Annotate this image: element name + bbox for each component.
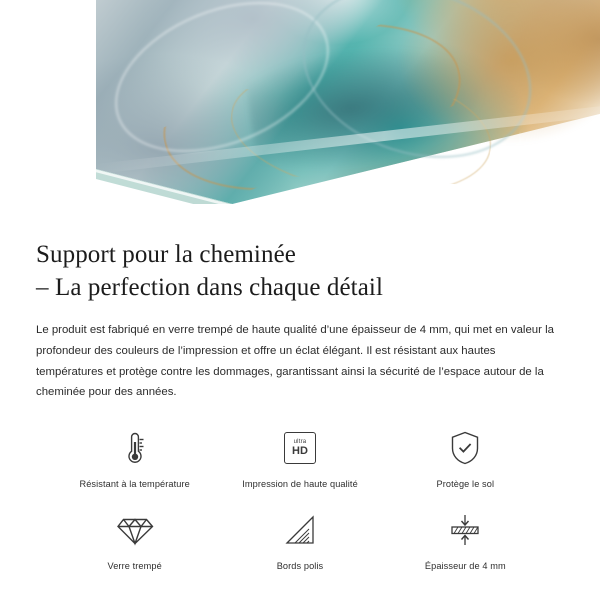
ultra-hd-bottom-label: HD (292, 445, 308, 457)
feature-label: Impression de haute qualité (242, 479, 358, 489)
feature-item-temperature (52, 425, 217, 489)
feature-item-polished-edges (217, 507, 382, 571)
page-title (36, 238, 564, 304)
thickness-icon (445, 507, 485, 553)
body-paragraph: Le produit est fabriqué en verre trempé de haute qualité d’une épaisseur de 4 mm, qui met en valeur la profondeur des couleurs de l’impression et offre un éclat élégant. Il est résistant aux hautes températures et protège contre les dommages, garantissant ainsi la sécurité de l’espace autour de la cheminée pour des années. (36, 324, 554, 399)
headline-line-1: Support pour la cheminée (36, 241, 296, 268)
hero-image-inner (0, 0, 600, 222)
feature-label: Verre trempé (107, 561, 162, 571)
ultra-hd-top-label: ultra (293, 439, 307, 445)
feature-item-floor-protection (383, 425, 548, 489)
polished-edges-icon (283, 507, 317, 553)
feature-label: Protège le sol (436, 479, 495, 489)
feature-grid (36, 425, 564, 571)
headline-line-2: – La perfection dans chaque détail (36, 274, 383, 301)
feature-item-tempered-glass (52, 507, 217, 571)
feature-label: Résistant à la température (79, 479, 190, 489)
shield-check-icon (447, 425, 483, 471)
feature-label: Bords polis (276, 561, 324, 571)
ultra-hd-icon (284, 425, 316, 471)
content-block (0, 222, 600, 571)
feature-item-thickness (383, 507, 548, 571)
diamond-icon (115, 507, 155, 553)
hero-image (0, 0, 600, 222)
feature-label: Épaisseur de 4 mm (424, 561, 506, 571)
feature-item-print-quality (217, 425, 382, 489)
thermometer-icon (118, 425, 152, 471)
